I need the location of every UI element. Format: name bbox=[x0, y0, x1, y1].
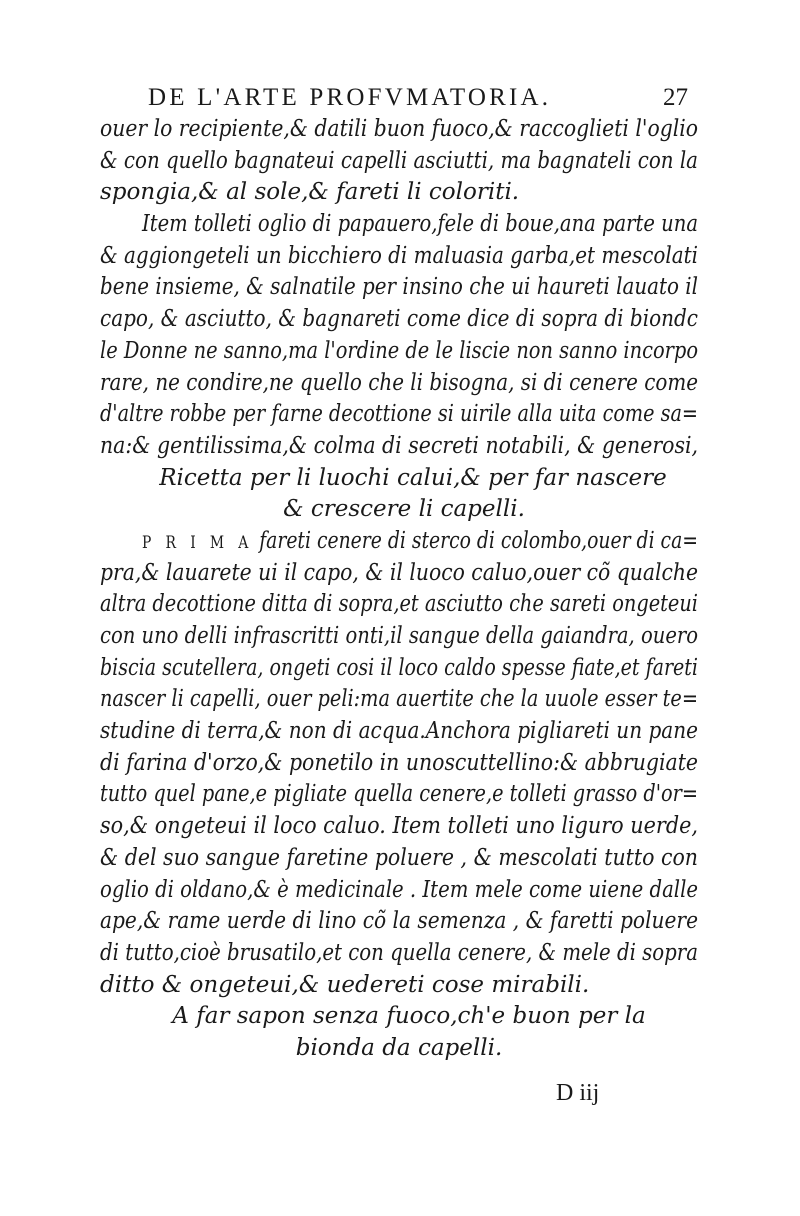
line-text: altra decottione ditta di sopra,et asciutto che sareti ongeteui bbox=[100, 591, 698, 618]
text-line bbox=[100, 494, 698, 526]
line-text: le Donne ne sanno,ma l'ordine de le liscie non sanno incorpo bbox=[100, 337, 698, 364]
body-text bbox=[100, 114, 698, 1065]
text-line bbox=[100, 177, 698, 209]
line-text: bene insieme, & salnatile per insino che ui haureti lauato il bbox=[100, 274, 698, 301]
text-line bbox=[100, 526, 698, 558]
line-text: biscia scutellera, ongeti cosi il loco caldo spesse fiate,et fareti bbox=[100, 654, 698, 681]
text-line bbox=[100, 716, 698, 748]
line-text: nascer li capelli, ouer peli:ma auertite che la uuole esser te= bbox=[100, 686, 698, 713]
line-text: Item tolleti oglio di papauero,fele di boue,ana parte una bbox=[142, 211, 698, 238]
text-line bbox=[100, 621, 698, 653]
text-line bbox=[100, 779, 698, 811]
text-line bbox=[100, 938, 698, 970]
line-text: di tutto,cioè brusatilo,et con quella cenere, & mele di sopra bbox=[100, 939, 698, 966]
line-text: spongia,& al sole,& fareti li coloriti. bbox=[100, 179, 520, 206]
text-line bbox=[100, 1001, 698, 1033]
text-line bbox=[100, 336, 698, 368]
text-line bbox=[100, 875, 698, 907]
line-text: bionda da capelli. bbox=[295, 1034, 503, 1061]
text-line bbox=[100, 684, 698, 716]
text-line bbox=[100, 906, 698, 938]
line-text: ditto & ongeteui,& uedereti cose mirabili. bbox=[100, 971, 590, 998]
line-text: studine di terra,& non di acqua.Anchora pigliareti un pane bbox=[100, 718, 698, 745]
line-text: & del suo sangue faretine poluere , & mescolati tutto con bbox=[100, 844, 698, 871]
text-line bbox=[100, 653, 698, 685]
text-line bbox=[100, 431, 698, 463]
text-line bbox=[100, 1033, 698, 1065]
line-text: A far sapon senza fuoco,ch'e buon per la bbox=[172, 1003, 646, 1030]
text-line bbox=[100, 399, 698, 431]
page-header bbox=[148, 84, 688, 118]
line-text: Ricetta per li luochi calui,& per far nascere bbox=[159, 464, 667, 491]
text-line bbox=[100, 589, 698, 621]
line-text: & crescere li capelli. bbox=[283, 496, 525, 523]
text-line bbox=[100, 811, 698, 843]
line-text: di farina d'orzo,& ponetilo in unoscuttellino:& abbrugiate bbox=[100, 749, 698, 776]
line-text: oglio di oldano,& è medicinale . Item mele come uiene dalle bbox=[100, 876, 698, 903]
signature-mark: D iij bbox=[556, 1080, 600, 1106]
text-line bbox=[100, 272, 698, 304]
line-text: pra,& lauarete ui il capo, & il luoco caluo,ouer cõ qualche bbox=[100, 559, 698, 586]
text-line bbox=[100, 241, 698, 273]
line-text: d'altre robbe per farne decottione si uirile alla uita come sa= bbox=[100, 401, 698, 428]
text-line bbox=[100, 114, 698, 146]
page-number: 27 bbox=[663, 84, 688, 111]
line-text: fareti cenere di sterco di colombo,ouer di ca= bbox=[259, 527, 698, 554]
text-line bbox=[100, 463, 698, 495]
text-line bbox=[100, 748, 698, 780]
line-text: rare, ne condire,ne quello che li bisogna, si di cenere come bbox=[100, 369, 698, 396]
text-line bbox=[100, 209, 698, 241]
line-text: tutto quel pane,e pigliate quella cenere,e tolleti grasso d'or= bbox=[100, 781, 698, 808]
line-text: na:& gentilissima,& colma di secreti notabili, & generosi, bbox=[100, 432, 698, 459]
running-title: DE L'ARTE PROFVMATORIA. bbox=[148, 84, 552, 111]
line-text: & con quello bagnateui capelli asciutti, ma bagnateli con la bbox=[100, 147, 698, 174]
text-line bbox=[100, 368, 698, 400]
line-text: ape,& rame uerde di lino cõ la semenza , & faretti poluere bbox=[100, 908, 698, 935]
text-line bbox=[100, 304, 698, 336]
text-line bbox=[100, 558, 698, 590]
text-line bbox=[100, 843, 698, 875]
line-text: con uno delli infrascritti onti,il sangue della gaiandra, ouero bbox=[100, 623, 698, 649]
line-text: & aggiongeteli un bicchiero di maluasia garba,et mescolati bbox=[100, 242, 698, 269]
text-line bbox=[100, 970, 698, 1002]
initial-word: P R I M A bbox=[142, 532, 254, 553]
text-line bbox=[100, 146, 698, 178]
line-text: so,& ongeteui il loco caluo. Item tolleti uno liguro uerde, bbox=[100, 813, 698, 840]
line-text: capo, & asciutto, & bagnareti come dice di sopra di biondc bbox=[100, 306, 698, 333]
line-text: ouer lo recipiente,& datili buon fuoco,& raccoglieti l'oglio bbox=[100, 116, 698, 142]
